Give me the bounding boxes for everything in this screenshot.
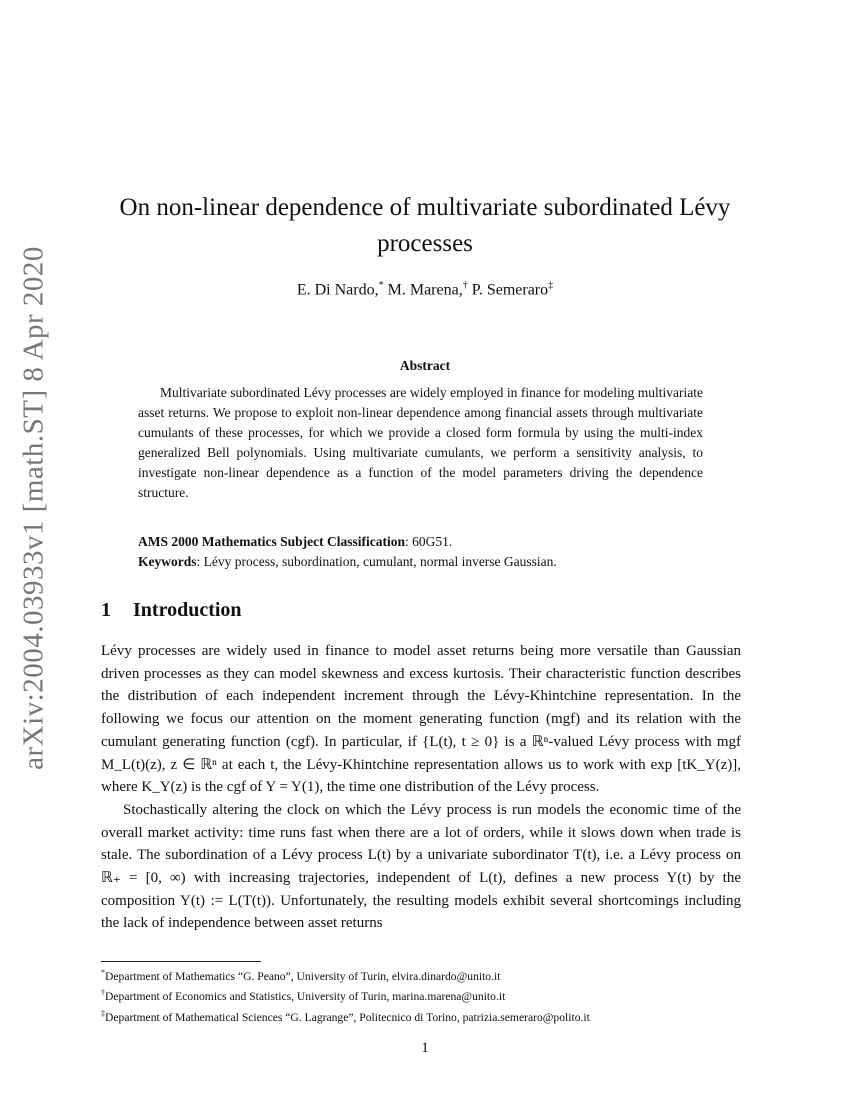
author-mark: †	[462, 280, 468, 291]
section-heading	[101, 599, 242, 622]
body-text	[101, 640, 741, 935]
footnote-text: Department of Mathematics “G. Peano”, University of Turin, elvira.dinardo@unito.it	[105, 969, 501, 983]
footnote-mark: ‡	[101, 1008, 105, 1018]
page-number: 1	[421, 1040, 429, 1056]
author-mark: *	[378, 280, 384, 291]
arxiv-sidebar	[14, 246, 54, 770]
author-name: P. Semeraro	[471, 281, 549, 299]
section-number: 1	[101, 599, 111, 621]
abstract-text: Multivariate subordinated Lévy processes are widely employed in finance for modeling multivariate asset returns. We propose to exploit non-linear dependence among financial assets through multivariate cumulants of these processes, for which we provide a closed form formula by using the multi-index generalized Bell polynomials. Using multivariate cumulants, we perform a sensitivity analysis, to investigate non-linear dependence as a function of the model parameters driving the dependence structure.	[138, 385, 703, 500]
footnote	[101, 985, 741, 1005]
paragraph-1: Lévy processes are widely used in finance to model asset returns being more versatile than Gaussian driven processes as they can model skewness and excess kurtosis. Their characteristic function describes the distribution of each independent increment through the Lévy-Khintchine representation. In the following we focus our attention on the moment generating function (mgf) and its relation with the cumulant generating function (cgf). In particular, if {L(t), t ≥ 0} is a ℝⁿ-valued Lévy process with mgf M_L(t)(z), z ∈ ℝⁿ at each t, the Lévy-Khintchine representation allows us to work with exp [tK_Y(z)], where K_Y(z) is the cgf of Y = Y(1), the time one distribution of the Lévy process.	[101, 643, 741, 796]
keywords-label: Keywords	[138, 554, 197, 569]
footnote-mark: *	[101, 968, 105, 977]
classification-block	[138, 532, 703, 572]
arxiv-identifier: arXiv:2004.03933v1 [math.ST] 8 Apr 2020	[17, 246, 50, 770]
footnote-text: Department of Mathematical Sciences “G. Lagrange”, Politecnico di Torino, patrizia.semeraro@polito.it	[105, 1010, 590, 1024]
footnote	[101, 965, 741, 985]
title-line-2: processes	[377, 230, 473, 257]
section-title: Introduction	[133, 599, 242, 621]
keywords-value: : Lévy process, subordination, cumulant, normal inverse Gaussian.	[196, 554, 557, 569]
paragraph-2: Stochastically altering the clock on which the Lévy process is run models the economic time of the overall market activity: time runs fast when there are a lot of orders, while it slows down when trade is stale. The subordination of a Lévy process L(t) by a univariate subordinator T(t), i.e. a Lévy process on ℝ₊ = [0, ∞) with increasing trajectories, independent of L(t), defines a new process Y(t) by the composition Y(t) := L(T(t)). Unfortunately, the resulting models exhibit several shortcomings including the lack of independence between asset returns	[101, 801, 741, 932]
title-line-1: On non-linear dependence of multivariate subordinated Lévy	[119, 194, 731, 221]
author-name: M. Marena,	[387, 281, 463, 299]
ams-value: : 60G51.	[404, 534, 453, 549]
author-list	[100, 280, 750, 299]
footnote	[101, 1006, 741, 1026]
footnote-text: Department of Economics and Statistics, University of Turin, marina.marena@unito.it	[105, 990, 506, 1004]
footnote-mark: †	[101, 988, 105, 998]
footnote-rule	[101, 961, 261, 962]
author-name: E. Di Nardo,	[296, 281, 379, 299]
ams-label: AMS 2000 Mathematics Subject Classification	[138, 534, 405, 549]
abstract-heading: Abstract	[399, 358, 451, 373]
keywords	[138, 552, 703, 572]
paper-title	[100, 190, 750, 262]
ams-classification	[138, 532, 703, 552]
author-mark: ‡	[548, 280, 554, 291]
footnotes	[101, 965, 741, 1026]
